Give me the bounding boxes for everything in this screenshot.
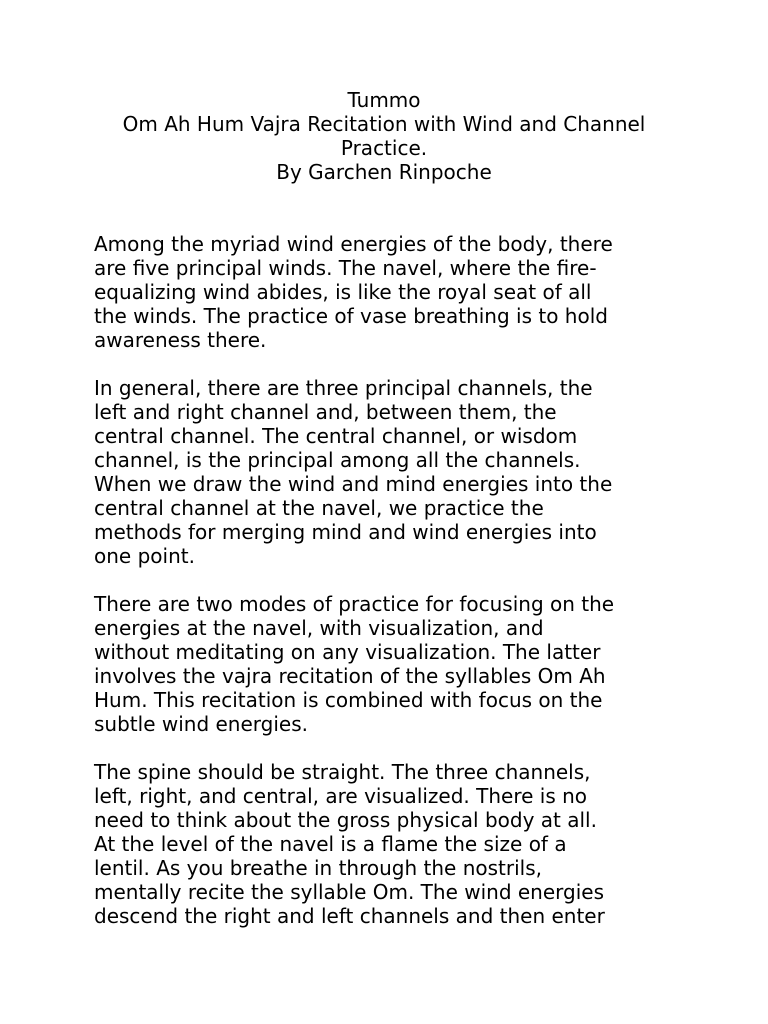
paragraph-line: left and right channel and, between them, the [94, 400, 557, 424]
document-subtitle-line-2: Practice. [340, 136, 428, 160]
document-header [70, 88, 698, 184]
paragraph-line: central channel. The central channel, or wisdom [94, 424, 578, 448]
paragraph-3 [94, 592, 694, 736]
paragraph-line: awareness there. [94, 328, 267, 352]
document-author: By Garchen Rinpoche [276, 160, 492, 184]
paragraph-line: descend the right and left channels and then enter [94, 904, 605, 928]
paragraph-line: The spine should be straight. The three channels, [94, 760, 591, 784]
paragraph-line: Hum. This recitation is combined with focus on the [94, 688, 603, 712]
document-subtitle-line-1: Om Ah Hum Vajra Recitation with Wind and Channel [122, 112, 646, 136]
paragraph-line: equalizing wind abides, is like the royal seat of all [94, 280, 592, 304]
paragraph-line: involves the vajra recitation of the syllables Om Ah [94, 664, 606, 688]
paragraph-line: There are two modes of practice for focusing on the [94, 592, 615, 616]
paragraph-line: the winds. The practice of vase breathing is to hold [94, 304, 608, 328]
paragraph-line: are five principal winds. The navel, where the fire- [94, 256, 597, 280]
paragraph-2 [94, 376, 694, 568]
document-body [94, 232, 694, 952]
paragraph-line: methods for merging mind and wind energies into [94, 520, 597, 544]
paragraph-line: need to think about the gross physical body at all. [94, 808, 597, 832]
paragraph-line: When we draw the wind and mind energies into the [94, 472, 613, 496]
paragraph-line: one point. [94, 544, 195, 568]
paragraph-line: At the level of the navel is a flame the size of a [94, 832, 567, 856]
paragraph-line: In general, there are three principal channels, the [94, 376, 593, 400]
paragraph-1 [94, 232, 694, 352]
document-title: Tummo [347, 88, 421, 112]
paragraph-line: left, right, and central, are visualized. There is no [94, 784, 588, 808]
paragraph-line: lentil. As you breathe in through the nostrils, [94, 856, 542, 880]
paragraph-line: channel, is the principal among all the channels. [94, 448, 581, 472]
paragraph-line: mentally recite the syllable Om. The wind energies [94, 880, 604, 904]
paragraph-line: without meditating on any visualization. The latter [94, 640, 601, 664]
paragraph-4 [94, 760, 694, 928]
paragraph-line: energies at the navel, with visualization, and [94, 616, 544, 640]
paragraph-line: Among the myriad wind energies of the body, there [94, 232, 613, 256]
paragraph-line: subtle wind energies. [94, 712, 308, 736]
paragraph-line: central channel at the navel, we practice the [94, 496, 544, 520]
